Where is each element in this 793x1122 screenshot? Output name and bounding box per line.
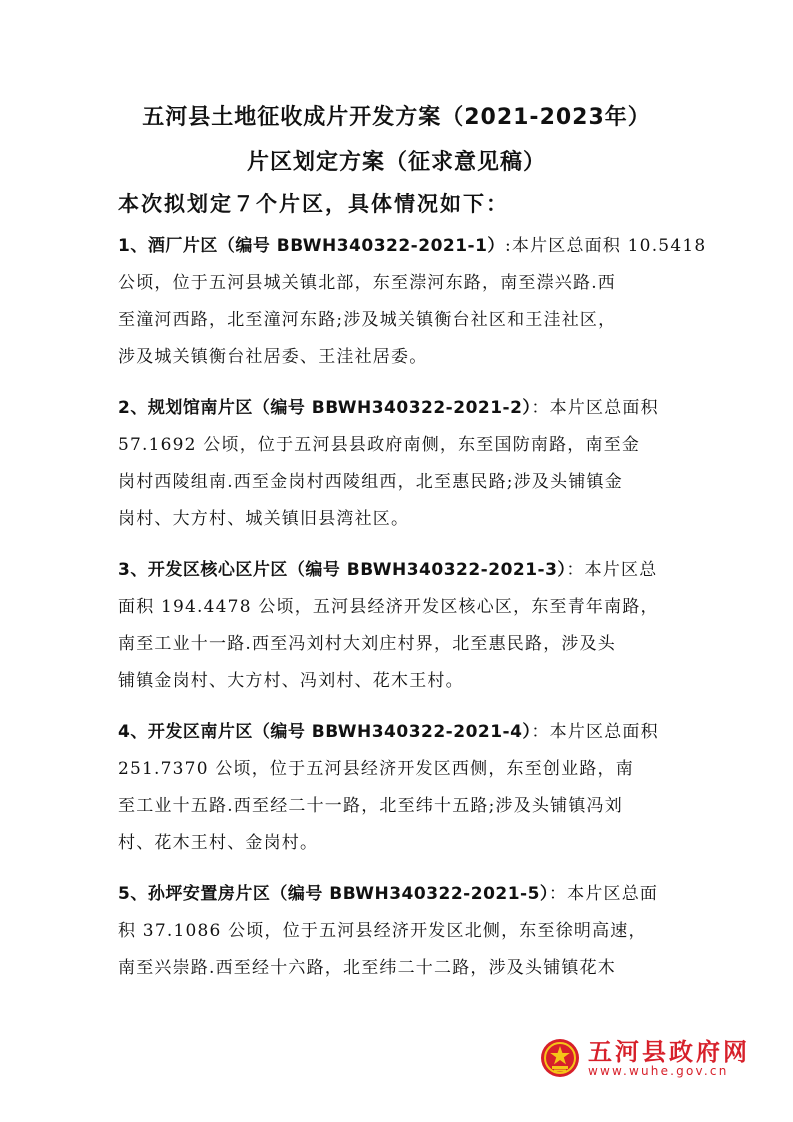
item-text: 57.1692 公顷，位于五河县县政府南侧，东至国防南路，南至金 <box>118 435 641 455</box>
item-text: 公顷，位于五河县城关镇北部，东至漴河东路，南至漴兴路.西 <box>118 273 617 293</box>
item-heading: 4、开发区南片区（编号 BBWH340322-2021-4） <box>118 722 532 742</box>
area-item-3 <box>118 552 678 700</box>
item-first-line <box>118 714 678 751</box>
area-item-5 <box>118 876 678 987</box>
national-emblem-icon <box>540 1038 580 1078</box>
site-name: 五河县政府网 <box>588 1038 750 1066</box>
item-heading: 1、酒厂片区（编号 BBWH340322-2021-1） <box>118 236 505 256</box>
item-heading: 5、孙坪安置房片区（编号 BBWH340322-2021-5） <box>118 884 549 904</box>
item-first-line <box>118 390 678 427</box>
item-text: 至工业十五路.西至经二十一路，北至纬十五路;涉及头铺镇冯刘 <box>118 796 623 816</box>
item-text: 南至兴崇路.西至经十六路，北至纬二十二路，涉及头铺镇花木 <box>118 958 617 978</box>
item-text: 至潼河西路，北至潼河东路;涉及城关镇衡台社区和王洼社区， <box>118 310 617 330</box>
area-item-1 <box>118 228 707 376</box>
intro-heading: 本次拟划定７个片区，具体情况如下： <box>118 192 509 216</box>
area-item-2 <box>118 390 678 538</box>
item-heading: 2、规划馆南片区（编号 BBWH340322-2021-2） <box>118 398 532 418</box>
document-subtitle: 片区划定方案（征求意见稿） <box>246 150 546 175</box>
item-text: ：本片区总面 <box>548 884 659 904</box>
item-text: ：本片区总面积 <box>531 398 659 418</box>
item-first-line <box>118 552 678 589</box>
site-url: www.wuhe.gov.cn <box>588 1064 729 1078</box>
item-first-line <box>118 228 707 265</box>
item-text: 涉及城关镇衡台社居委、王洼社居委。 <box>118 347 428 367</box>
area-item-4 <box>118 714 678 862</box>
site-watermark[interactable] <box>540 1030 755 1090</box>
item-text: :本片区总面积 10.5418 <box>504 236 707 256</box>
item-first-line <box>118 876 678 913</box>
item-text: 面积 194.4478 公顷，五河县经济开发区核心区，东至青年南路， <box>118 597 659 617</box>
item-text: 岗村西陵组南.西至金岗村西陵组西，北至惠民路;涉及头铺镇金 <box>118 472 623 492</box>
item-text: ：本片区总 <box>566 560 658 580</box>
item-text: 南至工业十一路.西至冯刘村大刘庄村界，北至惠民路，涉及头 <box>118 634 617 654</box>
item-text: 251.7370 公顷，位于五河县经济开发区西侧，东至创业路，南 <box>118 759 634 779</box>
item-heading: 3、开发区核心区片区（编号 BBWH340322-2021-3） <box>118 560 567 580</box>
area-list <box>118 228 707 1001</box>
item-text: 铺镇金岗村、大方村、冯刘村、花木王村。 <box>118 671 464 691</box>
item-text: 村、花木王村、金岗村。 <box>118 833 319 853</box>
item-text: 岗村、大方村、城关镇旧县湾社区。 <box>118 509 410 529</box>
item-text: 积 37.1086 公顷，位于五河县经济开发区北侧，东至徐明高速， <box>118 921 647 941</box>
item-text: ：本片区总面积 <box>531 722 659 742</box>
document-title: 五河县土地征收成片开发方案（2021-2023年） <box>142 105 651 130</box>
